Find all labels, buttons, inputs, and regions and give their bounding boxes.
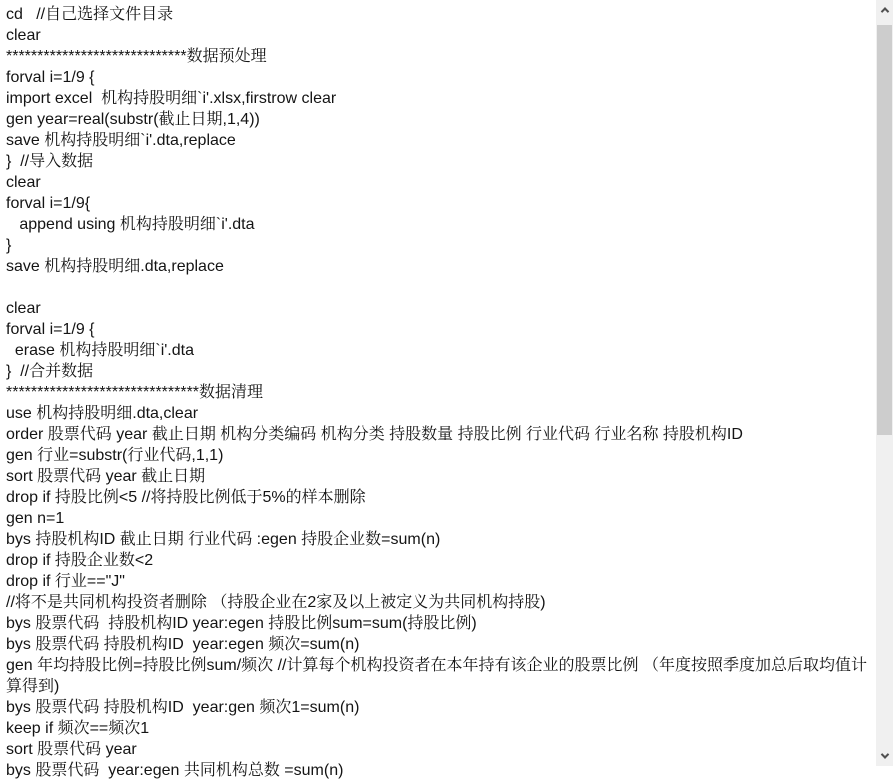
code-line: order 股票代码 year 截止日期 机构分类编码 机构分类 持股数量 持股比例 行业代码 行业名称 持股机构ID <box>6 426 743 443</box>
code-line: } //合并数据 <box>6 363 94 380</box>
code-line: save 机构持股明细.dta,replace <box>6 258 224 275</box>
chevron-up-icon <box>880 7 888 15</box>
code-line: forval i=1/9 { <box>6 69 95 86</box>
code-line: sort 股票代码 year <box>6 741 137 758</box>
code-line: bys 股票代码 year:egen 共同机构总数 =sum(n) <box>6 762 344 779</box>
code-line: bys 股票代码 持股机构ID year:egen 频次=sum(n) <box>6 636 360 653</box>
code-line: bys 持股机构ID 截止日期 行业代码 :egen 持股企业数=sum(n) <box>6 531 441 548</box>
code-line: append using 机构持股明细`i'.dta <box>6 216 255 233</box>
code-line: clear <box>6 27 41 44</box>
scrollbar-thumb[interactable] <box>877 25 892 435</box>
code-line: forval i=1/9{ <box>6 195 91 212</box>
code-line: } <box>6 237 12 254</box>
code-line: gen 行业=substr(行业代码,1,1) <box>6 447 224 464</box>
code-line: bys 股票代码 持股机构ID year:gen 频次1=sum(n) <box>6 699 360 716</box>
code-line: gen 年均持股比例=持股比例sum/频次 //计算每个机构投资者在本年持有该企业的股票比例 （年度按照季度加总后取均值计算得到) <box>6 657 867 695</box>
code-line: bys 股票代码 持股机构ID year:egen 持股比例sum=sum(持股比例) <box>6 615 477 632</box>
code-line: gen n=1 <box>6 510 65 527</box>
code-line: //将不是共同机构投资者删除 （持股企业在2家及以上被定义为共同机构持股) <box>6 594 546 611</box>
code-line: *****************************数据预处理 <box>6 48 267 65</box>
code-line: drop if 持股比例<5 //将持股比例低于5%的样本删除 <box>6 489 366 506</box>
code-line: cd //自己选择文件目录 <box>6 6 174 23</box>
code-line: clear <box>6 300 41 317</box>
scrollbar-down-button[interactable] <box>876 746 893 766</box>
code-line: sort 股票代码 year 截止日期 <box>6 468 206 485</box>
code-line <box>6 277 868 298</box>
code-line: clear <box>6 174 41 191</box>
code-line: gen year=real(substr(截止日期,1,4)) <box>6 111 260 128</box>
code-line: } //导入数据 <box>6 153 94 170</box>
code-line: drop if 行业=="J" <box>6 573 125 590</box>
code-line: keep if 频次==频次1 <box>6 720 150 737</box>
code-line: drop if 持股企业数<2 <box>6 552 154 569</box>
code-line: import excel 机构持股明细`i'.xlsx,firstrow clear <box>6 90 337 107</box>
chevron-down-icon <box>880 750 888 758</box>
code-line: use 机构持股明细.dta,clear <box>6 405 199 422</box>
code-line: *******************************数据清理 <box>6 384 264 401</box>
code-line: erase 机构持股明细`i'.dta <box>6 342 194 359</box>
code-line: forval i=1/9 { <box>6 321 95 338</box>
vertical-scrollbar[interactable] <box>876 0 893 766</box>
scrollbar-up-button[interactable] <box>876 0 893 20</box>
code-line: save 机构持股明细`i'.dta,replace <box>6 132 236 149</box>
